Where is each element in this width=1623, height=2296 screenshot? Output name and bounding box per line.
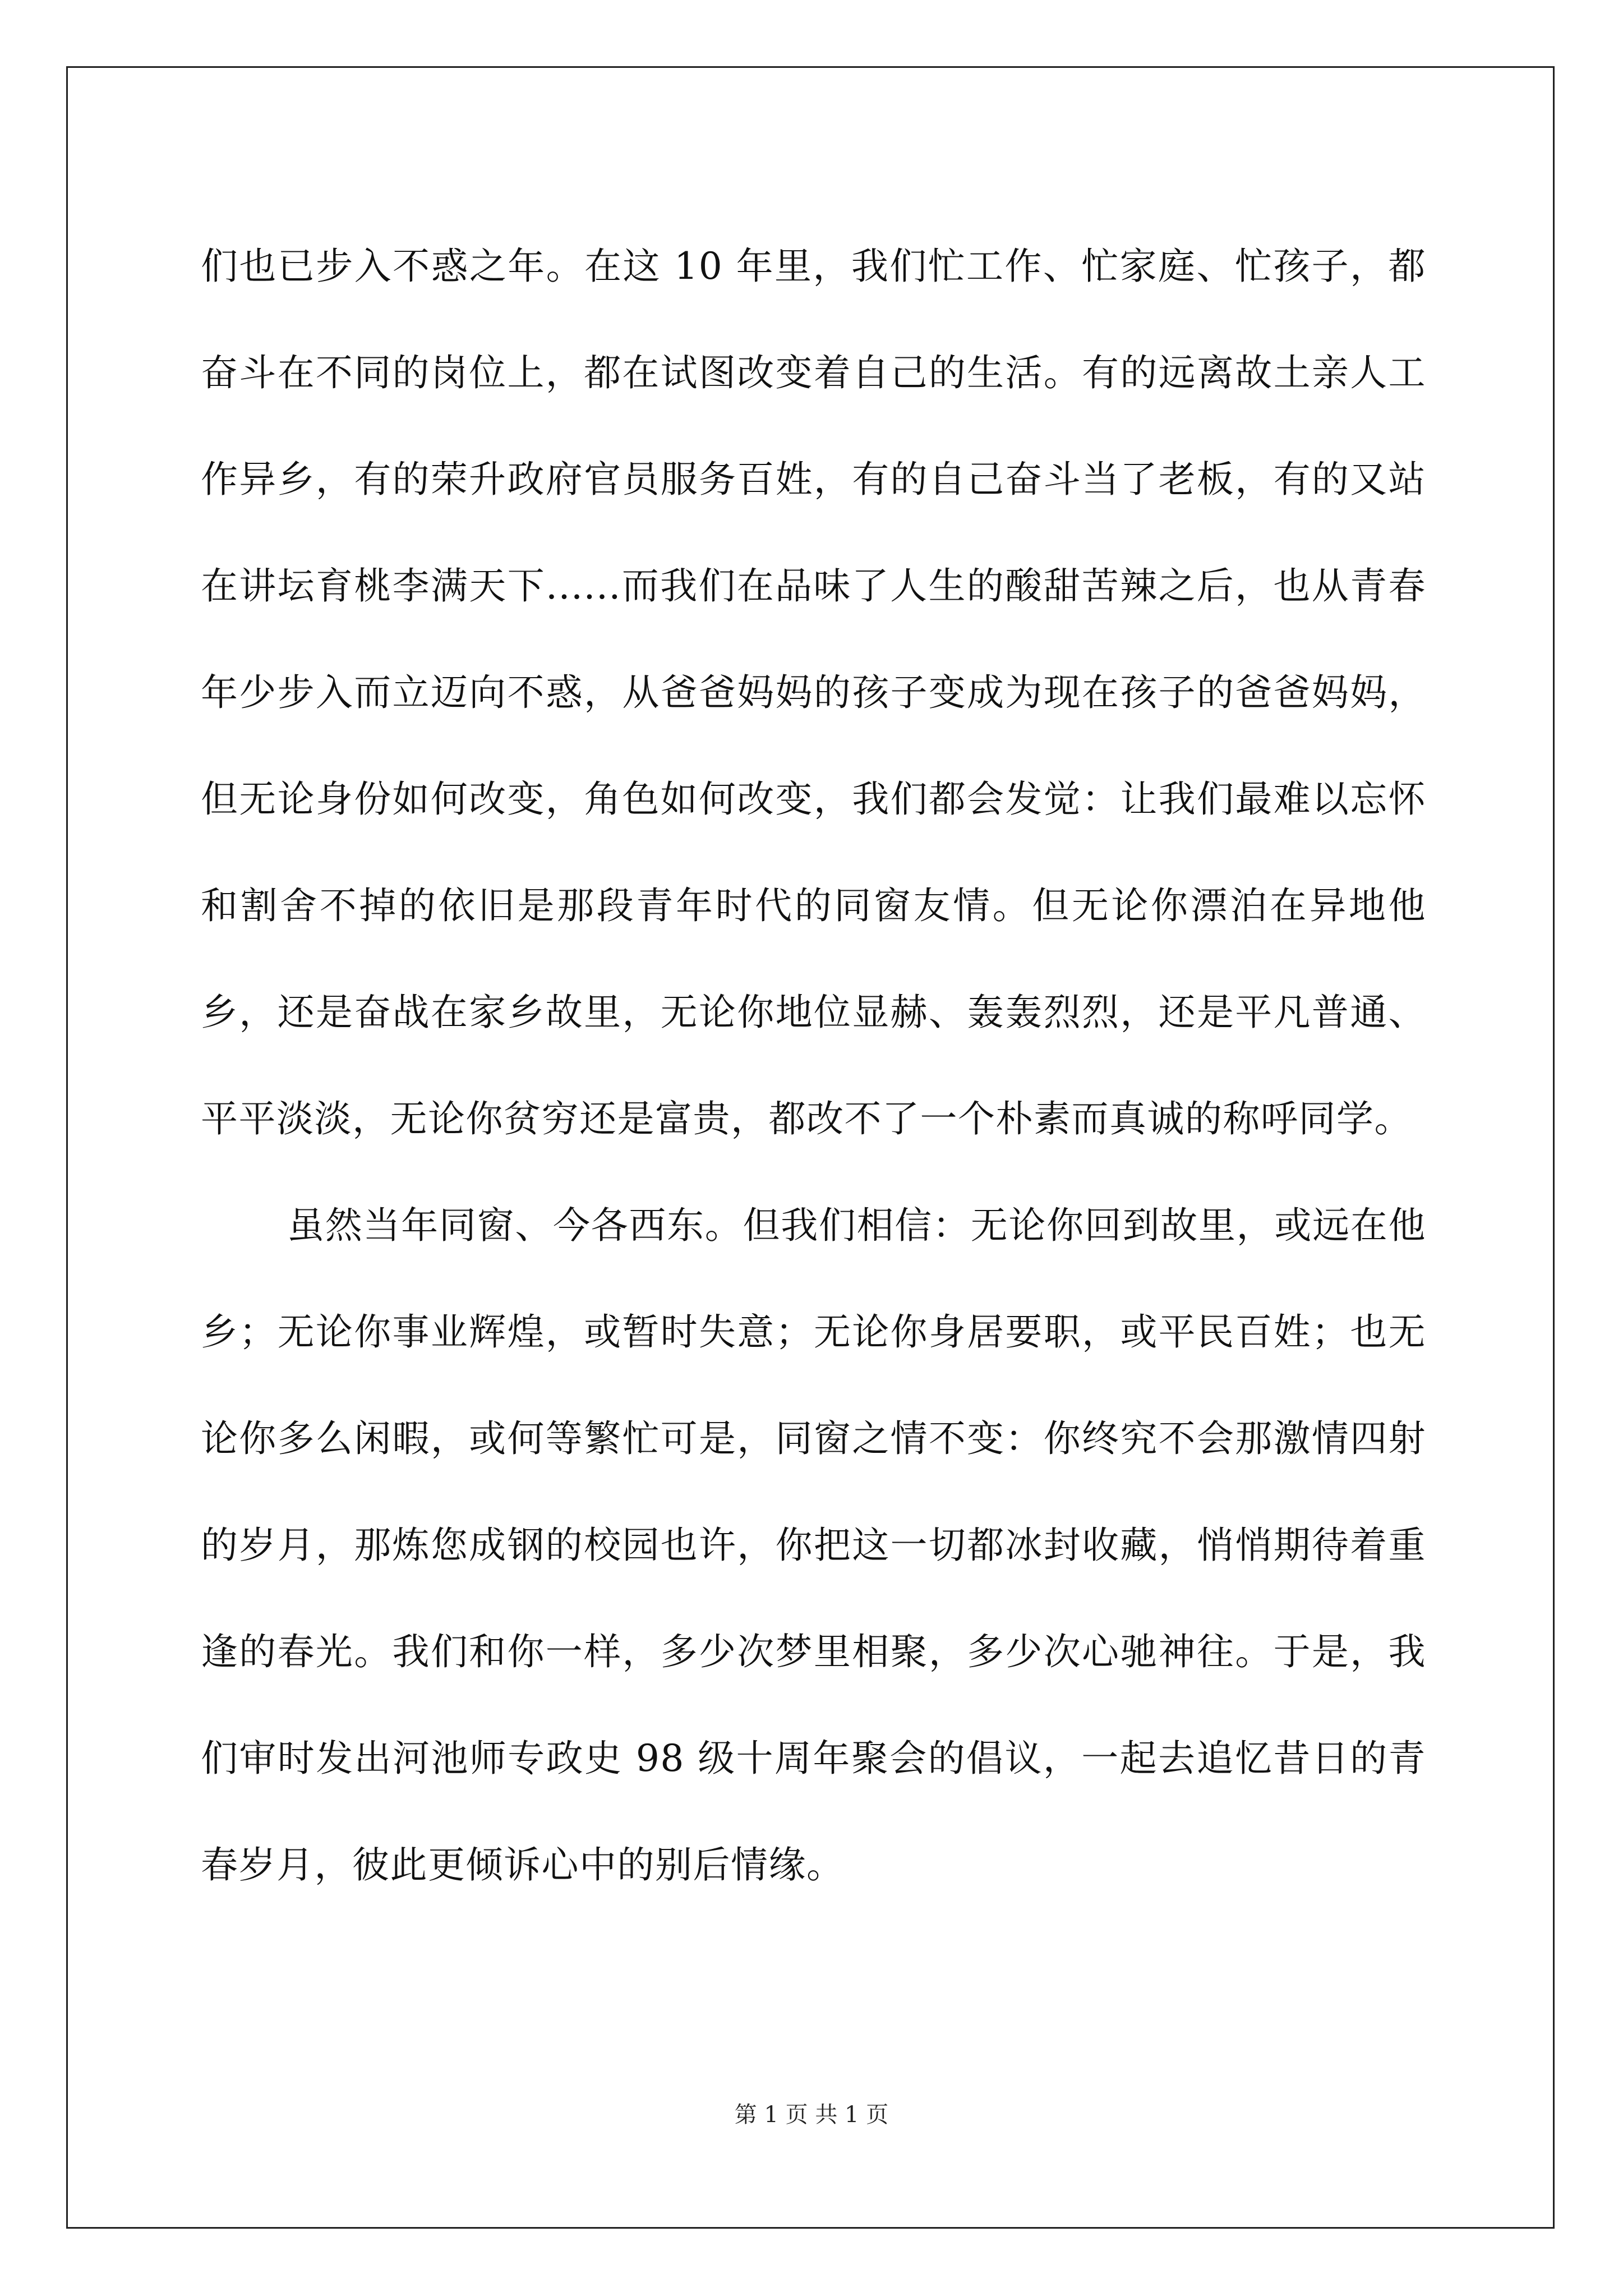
- document-body: [201, 213, 1426, 1918]
- page-number-footer: 第 1 页 共 1 页: [734, 2102, 889, 2128]
- paragraph-1: 们也已步入不惑之年。在这 10 年里，我们忙工作、忙家庭、忙孩子，都奋斗在不同的岗位上，都在试图改变着自己的生活。有的远离故土亲人工作异乡，有的荣升政府官员服务百姓，有的自己奋斗当了老板，有的又站在讲坛育桃李满天下......而我们在品味了人生的酸甜苦辣之后，也从青春年少步入而立迈向不惑，从爸爸妈妈的孩子变成为现在孩子的爸爸妈妈，但无论身份如何改变，角色如何改变，我们都会发觉：让我们最难以忘怀和割舍不掉的依旧是那段青年时代的同窗友情。但无论你漂泊在异地他乡，还是奋战在家乡故里，无论你地位显赫、轰轰烈烈，还是平凡普通、平平淡淡，无论你贫穷还是富贵，都改不了一个朴素而真诚的称呼同学。: [201, 245, 1426, 1140]
- paragraph-2: 虽然当年同窗、今各西东。但我们相信：无论你回到故里，或远在他乡；无论你事业辉煌，或暂时失意；无论你身居要职，或平民百姓；也无论你多么闲暇，或何等繁忙可是，同窗之情不变：你终究不会那激情四射的岁月，那炼您成钢的校园也许，你把这一切都冰封收藏，悄悄期待着重逢的春光。我们和你一样，多少次梦里相聚，多少次心驰神往。于是，我们审时发出河池师专政史 98 级十周年聚会的倡议，一起去追忆昔日的青春岁月，彼此更倾诉心中的别后情缘。: [201, 1204, 1426, 1887]
